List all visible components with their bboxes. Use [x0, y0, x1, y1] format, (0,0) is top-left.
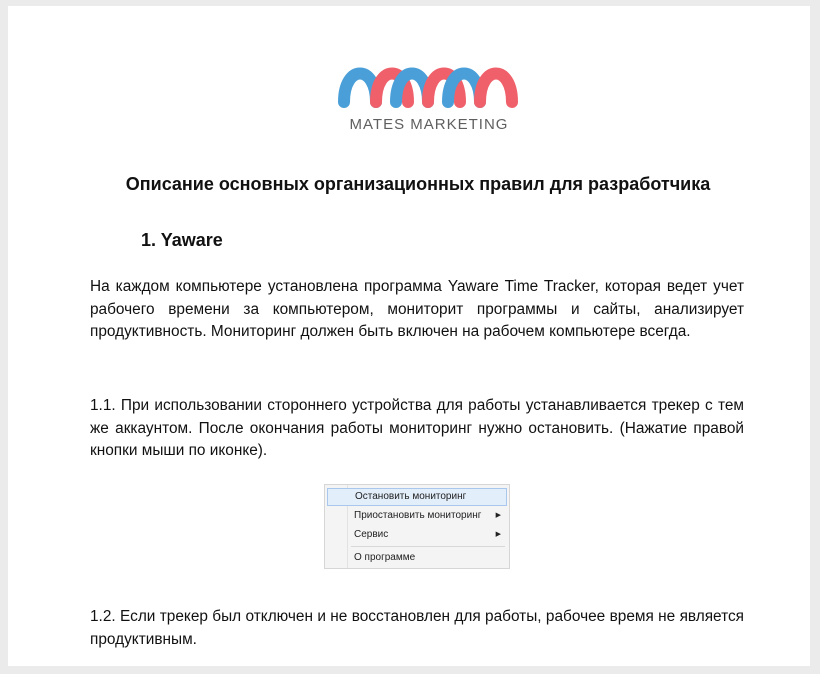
menu-item-about[interactable]	[327, 549, 507, 567]
paragraph-1-2: 1.2. Если трекер был отключен и не восстановлен для работы, рабочее время не является продуктивным.	[90, 608, 744, 648]
menu-separator	[351, 546, 505, 547]
logo-text: MATES MARKETING	[349, 116, 509, 133]
menu-item-label: Остановить мониторинг	[355, 491, 467, 502]
paragraph-1-1: 1.1. При использовании стороннего устройства для работы устанавливается трекер с тем же аккаунтом. После окончания работы мониторинг нужно остановить. (Нажатие правой кнопки мыши по иконке).	[90, 397, 744, 459]
menu-item-stop-monitoring[interactable]	[327, 488, 507, 506]
menu-item-service[interactable]	[327, 526, 507, 544]
document-page	[8, 6, 810, 666]
mates-marketing-logo	[336, 44, 536, 144]
submenu-arrow-icon: ▶	[495, 531, 501, 538]
document-title: Описание основных организационных правил для разработчика	[125, 174, 711, 194]
menu-item-label: Приостановить мониторинг	[354, 510, 482, 521]
submenu-arrow-icon: ▶	[495, 512, 501, 519]
section-heading: 1. Yaware	[141, 230, 223, 250]
menu-item-label: Сервис	[354, 529, 389, 540]
paragraph-intro: На каждом компьютере установлена программа Yaware Time Tracker, которая ведет учет рабочего времени за компьютером, мониторит программы и сайты, анализирует продуктивность. Мониторинг должен быть включен на рабочем компьютере всегда.	[90, 278, 744, 340]
context-menu-screenshot	[324, 484, 510, 569]
menu-item-label: О программе	[354, 552, 416, 563]
logo-waves-icon	[336, 44, 522, 114]
menu-item-pause-monitoring[interactable]	[327, 507, 507, 525]
